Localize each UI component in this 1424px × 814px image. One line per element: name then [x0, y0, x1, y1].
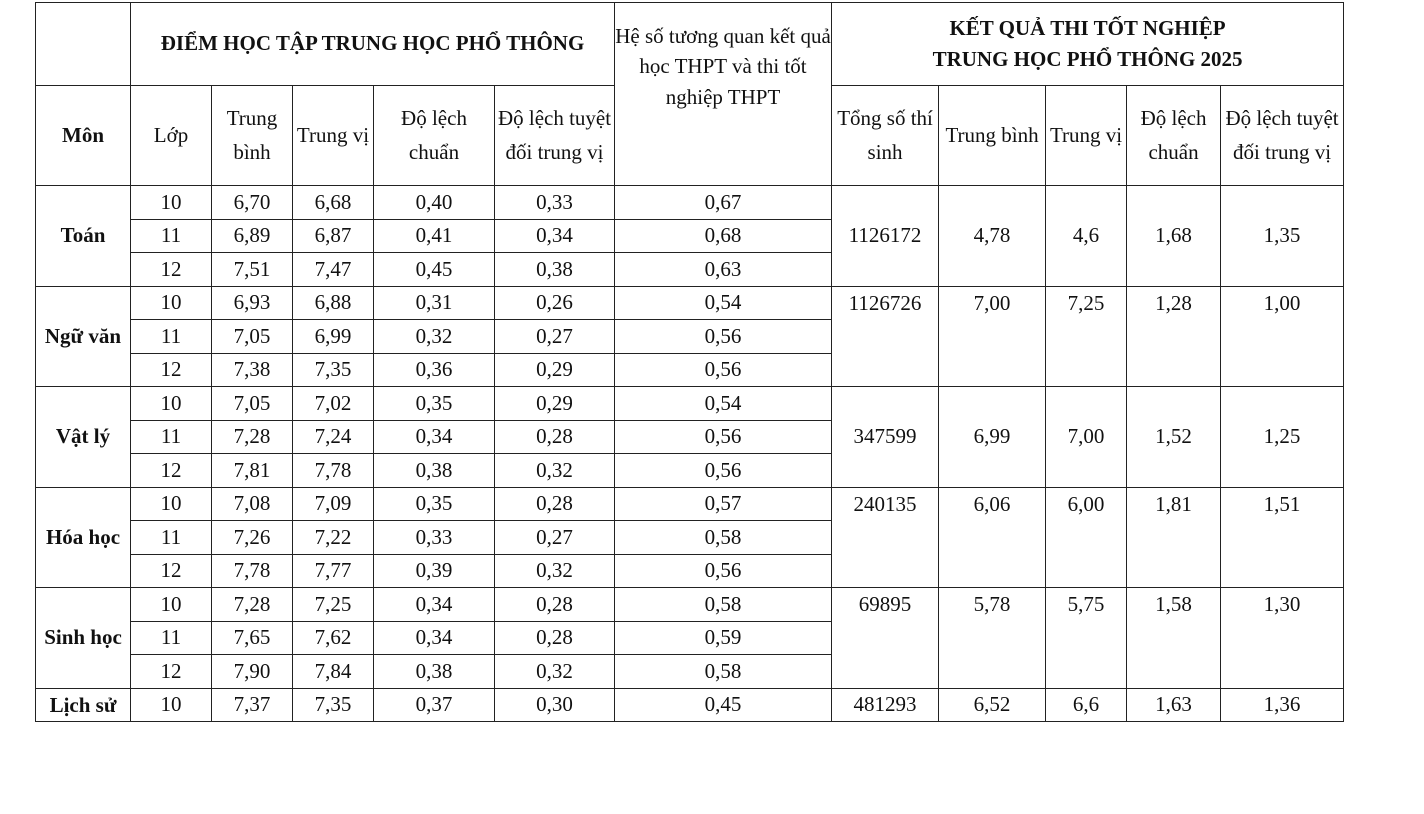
mad-cell: 0,38 [495, 253, 615, 287]
median-cell: 7,78 [293, 454, 374, 488]
exam-mean-cell: 6,99 [939, 387, 1046, 488]
mean-cell: 7,78 [212, 554, 293, 588]
exam-median-column-header: Trung vị [1046, 86, 1127, 186]
exam-mean-column-header: Trung bình [939, 86, 1046, 186]
score-statistics-table [35, 2, 1344, 722]
grade-cell: 10 [131, 688, 212, 722]
exam-std-cell: 1,58 [1127, 588, 1221, 689]
correlation-cell: 0,56 [615, 454, 832, 488]
mad-cell: 0,28 [495, 588, 615, 622]
mad-cell: 0,28 [495, 487, 615, 521]
exam-mean-cell: 6,06 [939, 487, 1046, 588]
correlation-cell: 0,56 [615, 353, 832, 387]
grade-cell: 12 [131, 655, 212, 689]
exam-mad-cell: 1,35 [1221, 186, 1344, 287]
exam-mad-cell: 1,51 [1221, 487, 1344, 588]
median-column-header: Trung vị [293, 86, 374, 186]
mad-column-header: Độ lệch tuyệt đối trung vị [495, 86, 615, 186]
exam-median-cell: 6,6 [1046, 688, 1127, 722]
school-scores-group-header: ĐIỂM HỌC TẬP TRUNG HỌC PHỔ THÔNG [131, 3, 615, 86]
mean-cell: 7,05 [212, 387, 293, 421]
exam-total-cell: 347599 [832, 387, 939, 488]
table-row [36, 387, 1344, 421]
exam-mean-cell: 6,52 [939, 688, 1046, 722]
correlation-cell: 0,67 [615, 186, 832, 220]
correlation-cell: 0,59 [615, 621, 832, 655]
std-cell: 0,36 [374, 353, 495, 387]
median-cell: 7,09 [293, 487, 374, 521]
exam-mean-cell: 5,78 [939, 588, 1046, 689]
mad-cell: 0,29 [495, 387, 615, 421]
correlation-cell: 0,58 [615, 655, 832, 689]
grade-cell: 12 [131, 554, 212, 588]
std-cell: 0,39 [374, 554, 495, 588]
std-cell: 0,32 [374, 320, 495, 354]
subject-name-cell: Lịch sử [36, 688, 131, 722]
mean-cell: 7,26 [212, 521, 293, 555]
mad-cell: 0,28 [495, 420, 615, 454]
exam-std-column-header: Độ lệch chuẩn [1127, 86, 1221, 186]
mad-cell: 0,29 [495, 353, 615, 387]
grade-cell: 11 [131, 320, 212, 354]
table-row [36, 286, 1344, 320]
subject-name-cell: Ngữ văn [36, 286, 131, 387]
std-cell: 0,33 [374, 521, 495, 555]
correlation-cell: 0,57 [615, 487, 832, 521]
grade-cell: 11 [131, 219, 212, 253]
subject-name-cell: Sinh học [36, 588, 131, 689]
exam-median-cell: 6,00 [1046, 487, 1127, 588]
mean-cell: 7,28 [212, 420, 293, 454]
grade-cell: 12 [131, 253, 212, 287]
std-cell: 0,35 [374, 487, 495, 521]
correlation-cell: 0,68 [615, 219, 832, 253]
exam-mad-column-header: Độ lệch tuyệt đối trung vị [1221, 86, 1344, 186]
mad-cell: 0,26 [495, 286, 615, 320]
mean-cell: 7,90 [212, 655, 293, 689]
median-cell: 7,25 [293, 588, 374, 622]
correlation-cell: 0,58 [615, 521, 832, 555]
mean-cell: 7,38 [212, 353, 293, 387]
grade-cell: 10 [131, 487, 212, 521]
table-row [36, 487, 1344, 521]
table-row [36, 186, 1344, 220]
grade-cell: 12 [131, 353, 212, 387]
grade-cell: 11 [131, 521, 212, 555]
subject-name-cell: Toán [36, 186, 131, 287]
grade-cell: 11 [131, 420, 212, 454]
grade-column-header: Lớp [131, 86, 212, 186]
exam-std-cell: 1,52 [1127, 387, 1221, 488]
exam-total-cell: 1126726 [832, 286, 939, 387]
mad-cell: 0,33 [495, 186, 615, 220]
grade-cell: 10 [131, 588, 212, 622]
subject-name-cell: Vật lý [36, 387, 131, 488]
exam-std-cell: 1,81 [1127, 487, 1221, 588]
correlation-cell: 0,56 [615, 554, 832, 588]
median-cell: 6,99 [293, 320, 374, 354]
correlation-cell: 0,54 [615, 286, 832, 320]
mean-cell: 7,05 [212, 320, 293, 354]
grade-cell: 10 [131, 387, 212, 421]
mean-cell: 7,37 [212, 688, 293, 722]
median-cell: 7,24 [293, 420, 374, 454]
median-cell: 7,47 [293, 253, 374, 287]
mad-cell: 0,27 [495, 521, 615, 555]
mean-cell: 6,70 [212, 186, 293, 220]
exam-mad-cell: 1,25 [1221, 387, 1344, 488]
mad-cell: 0,32 [495, 554, 615, 588]
std-column-header: Độ lệch chuẩn [374, 86, 495, 186]
mad-cell: 0,30 [495, 688, 615, 722]
median-cell: 7,62 [293, 621, 374, 655]
exam-mad-cell: 1,30 [1221, 588, 1344, 689]
exam-median-cell: 7,25 [1046, 286, 1127, 387]
exam-title-line2: TRUNG HỌC PHỔ THÔNG 2025 [932, 47, 1243, 71]
std-cell: 0,38 [374, 454, 495, 488]
exam-std-cell: 1,28 [1127, 286, 1221, 387]
correlation-cell: 0,63 [615, 253, 832, 287]
median-cell: 6,88 [293, 286, 374, 320]
std-cell: 0,38 [374, 655, 495, 689]
correlation-cell: 0,54 [615, 387, 832, 421]
exam-title-line1: KẾT QUẢ THI TỐT NGHIỆP [949, 15, 1226, 40]
correlation-cell: 0,56 [615, 420, 832, 454]
std-cell: 0,45 [374, 253, 495, 287]
exam-total-cell: 1126172 [832, 186, 939, 287]
mad-cell: 0,32 [495, 454, 615, 488]
mean-cell: 7,28 [212, 588, 293, 622]
mean-cell: 6,89 [212, 219, 293, 253]
std-cell: 0,31 [374, 286, 495, 320]
grade-cell: 10 [131, 186, 212, 220]
corner-cell [36, 3, 131, 86]
mean-cell: 7,08 [212, 487, 293, 521]
mean-cell: 6,93 [212, 286, 293, 320]
correlation-header: Hệ số tương quan kết quả học THPT và thi tốt nghiệp THPT [615, 3, 832, 186]
mad-cell: 0,28 [495, 621, 615, 655]
median-cell: 7,22 [293, 521, 374, 555]
mean-column-header: Trung bình [212, 86, 293, 186]
std-cell: 0,40 [374, 186, 495, 220]
std-cell: 0,35 [374, 387, 495, 421]
exam-mean-cell: 7,00 [939, 286, 1046, 387]
grade-cell: 12 [131, 454, 212, 488]
std-cell: 0,41 [374, 219, 495, 253]
std-cell: 0,34 [374, 588, 495, 622]
exam-median-cell: 4,6 [1046, 186, 1127, 287]
exam-total-cell: 69895 [832, 588, 939, 689]
exam-total-cell: 240135 [832, 487, 939, 588]
median-cell: 6,68 [293, 186, 374, 220]
mean-cell: 7,65 [212, 621, 293, 655]
correlation-cell: 0,58 [615, 588, 832, 622]
median-cell: 7,77 [293, 554, 374, 588]
mad-cell: 0,27 [495, 320, 615, 354]
grade-cell: 11 [131, 621, 212, 655]
exam-total-column-header: Tổng số thí sinh [832, 86, 939, 186]
mean-cell: 7,81 [212, 454, 293, 488]
exam-std-cell: 1,68 [1127, 186, 1221, 287]
median-cell: 7,35 [293, 353, 374, 387]
exam-median-cell: 5,75 [1046, 588, 1127, 689]
std-cell: 0,34 [374, 621, 495, 655]
median-cell: 6,87 [293, 219, 374, 253]
std-cell: 0,37 [374, 688, 495, 722]
median-cell: 7,35 [293, 688, 374, 722]
mean-cell: 7,51 [212, 253, 293, 287]
subject-column-header: Môn [36, 86, 131, 186]
exam-total-cell: 481293 [832, 688, 939, 722]
exam-median-cell: 7,00 [1046, 387, 1127, 488]
median-cell: 7,02 [293, 387, 374, 421]
exam-mean-cell: 4,78 [939, 186, 1046, 287]
exam-std-cell: 1,63 [1127, 688, 1221, 722]
correlation-cell: 0,45 [615, 688, 832, 722]
table-row [36, 588, 1344, 622]
mad-cell: 0,34 [495, 219, 615, 253]
correlation-cell: 0,56 [615, 320, 832, 354]
std-cell: 0,34 [374, 420, 495, 454]
exam-results-group-header [832, 3, 1344, 86]
exam-mad-cell: 1,00 [1221, 286, 1344, 387]
exam-mad-cell: 1,36 [1221, 688, 1344, 722]
subject-name-cell: Hóa học [36, 487, 131, 588]
table-row [36, 688, 1344, 722]
grade-cell: 10 [131, 286, 212, 320]
median-cell: 7,84 [293, 655, 374, 689]
mad-cell: 0,32 [495, 655, 615, 689]
